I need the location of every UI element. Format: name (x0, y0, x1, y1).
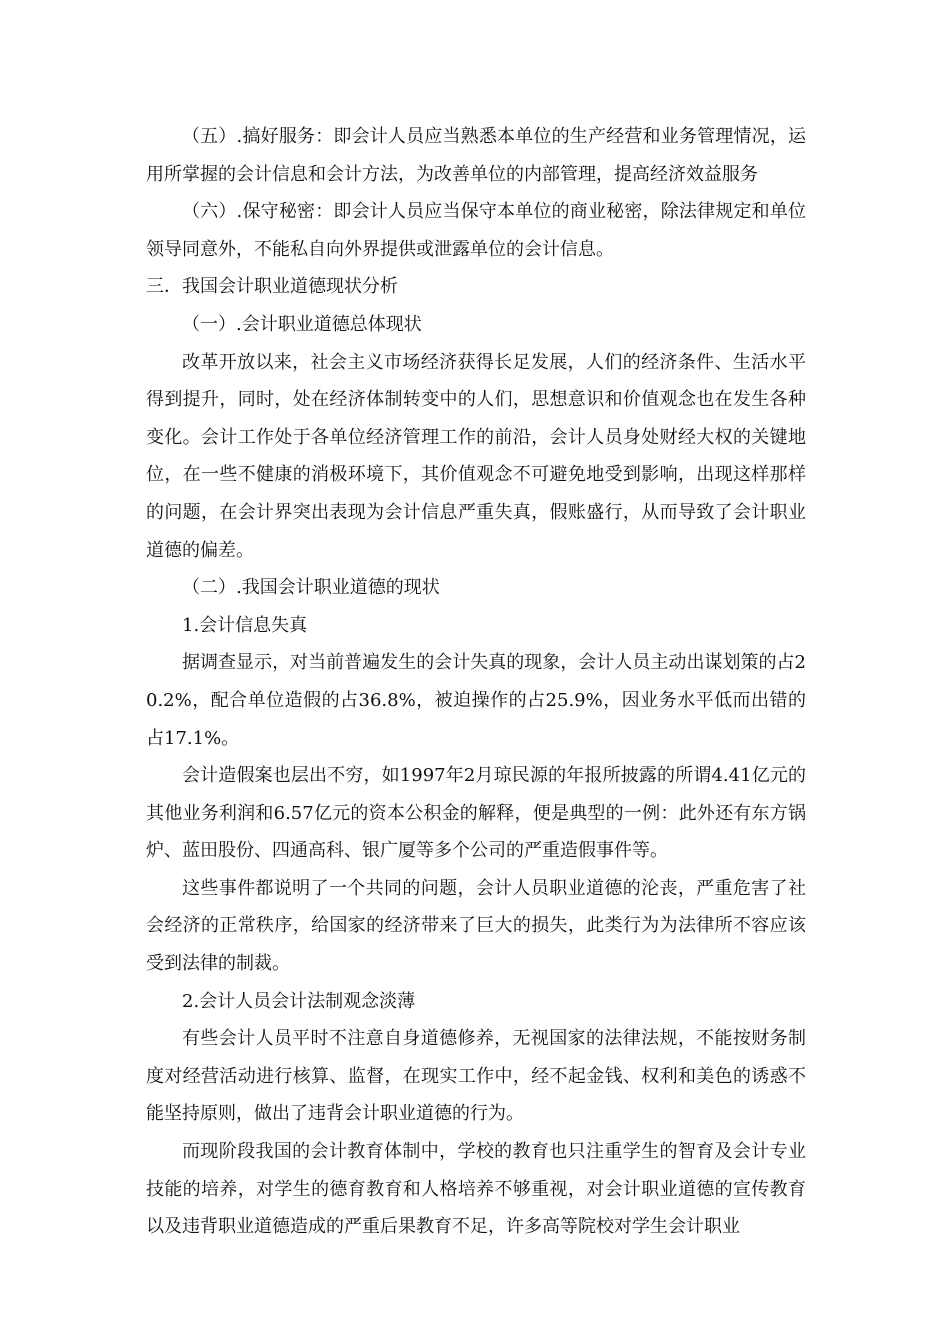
paragraph-consequences: 这些事件都说明了一个共同的问题，会计人员职业道德的沦丧，严重危害了社会经济的正常秩序，给国家的经济带来了巨大的损失，此类行为为法律所不容应该受到法律的制裁。 (146, 877, 806, 975)
paragraph-legal-awareness: 有些会计人员平时不注意自身道德修养，无视国家的法律法规，不能按财务制度对经营活动进行核算、监督，在现实工作中，经不起金钱、权利和美色的诱惑不能坚持原则，做出了违背会计职业道德的行为。 (146, 1028, 806, 1125)
subsection-heading-2: （二）.我国会计职业道德的现状 (182, 577, 440, 599)
section-heading-3: 三．我国会计职业道德现状分析 (146, 276, 398, 298)
document-body (146, 118, 806, 1246)
paragraph-fraud-cases: 会计造假案也层出不穷，如1997年2月琼民源的年报所披露的所谓4.41亿元的其他业务利润和6.57亿元的资本公积金的解释，便是典型的一例：此外还有东方锅炉、蓝田股份、四通高科、银广厦等多个公司的严重造假事件等。 (146, 765, 806, 862)
paragraph-survey: 据调查显示，对当前普遍发生的会计失真的现象，会计人员主动出谋划策的占20.2%，配合单位造假的占36.8%，被迫操作的占25.9%，因业务水平低而出错的占17.1%。 (146, 652, 806, 749)
paragraph-education: 而现阶段我国的会计教育体制中，学校的教育也只注重学生的智育及会计专业技能的培养，对学生的德育教育和人格培养不够重视，对会计职业道德的宣传教育以及违背职业道德造成的严重后果教育不足，许多高等院校对学生会计职业 (146, 1141, 806, 1238)
item-heading-2: 2.会计人员会计法制观念淡薄 (182, 990, 416, 1012)
item-heading-1: 1.会计信息失真 (182, 614, 308, 636)
paragraph-confidentiality: （六）.保守秘密：即会计人员应当保守本单位的商业秘密，除法律规定和单位领导同意外，不能私自向外界提供或泄露单位的会计信息。 (146, 201, 806, 260)
paragraph-overall-status: 改革开放以来，社会主义市场经济获得长足发展，人们的经济条件、生活水平得到提升，同时，处在经济体制转变中的人们，思想意识和价值观念也在发生各种变化。会计工作处于各单位经济管理工作的前沿，会计人员身处财经大权的关键地位，在一些不健康的消极环境下，其价值观念不可避免地受到影响，出现这样那样的问题，在会计界突出表现为会计信息严重失真，假账盛行，从而导致了会计职业道德的偏差。 (146, 351, 806, 561)
paragraph-service: （五）.搞好服务：即会计人员应当熟悉本单位的生产经营和业务管理情况，运用所掌握的会计信息和会计方法，为改善单位的内部管理，提高经济效益服务 (146, 126, 806, 185)
subsection-heading-1: （一）.会计职业道德总体现状 (182, 313, 422, 335)
